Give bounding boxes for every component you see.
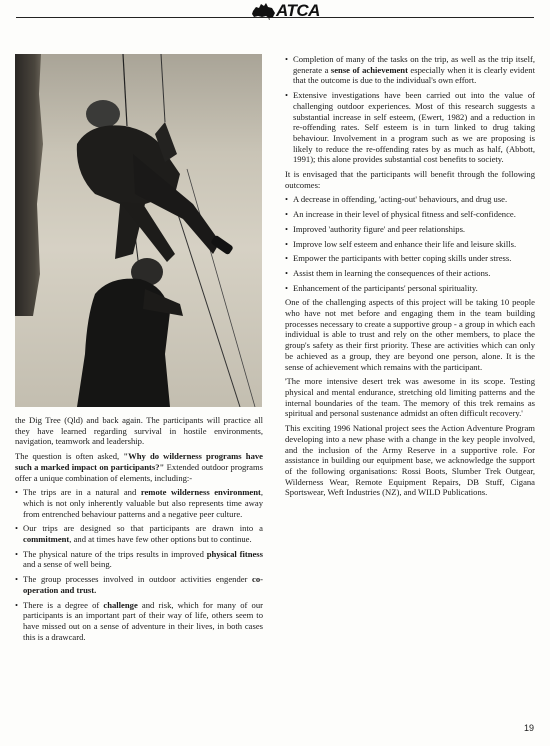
list-item: • Empower the participants with better coping skills under stress. bbox=[285, 253, 535, 264]
list-item-text: , and at times have few other options but to continue. bbox=[69, 534, 252, 545]
list-item-bold: physical fitness bbox=[206, 548, 263, 559]
outcomes-list bbox=[285, 194, 535, 293]
list-item bbox=[285, 54, 535, 86]
list-item-text: There is a degree of bbox=[23, 599, 104, 610]
quote-paragraph: 'The more intensive desert trek was awesome in its scope. Testing physical and mental endurance, stretching old limiting patterns and the internal boundaries of the team. The memory of this trek remains as spiritual and personal sustenance admidst an often difficult recovery.' bbox=[285, 376, 535, 419]
list-item-text: Completion of many of the tasks on the trip, as well as the trip itself, generate a bbox=[293, 54, 535, 75]
logo-text: ATCA bbox=[276, 1, 320, 20]
list-item bbox=[15, 549, 263, 570]
question-paragraph bbox=[15, 451, 263, 483]
list-item-text: The trips are in a natural and bbox=[23, 487, 141, 498]
climbing-photo bbox=[15, 54, 262, 407]
atca-logo bbox=[250, 2, 320, 20]
australia-map-icon bbox=[250, 2, 276, 20]
list-item: • Improved 'authority figure' and peer relationships. bbox=[285, 224, 535, 235]
list-item-text: The physical nature of the trips results in improved bbox=[23, 548, 207, 559]
list-item bbox=[15, 523, 263, 544]
list-item-bold: co-operation and trust. bbox=[23, 574, 263, 595]
project-paragraph: This exciting 1996 National project sees the Action Adventure Program developing into a new phase with a change in the key people involved, and the inclusion of the Army Reserve in a supportive role. For assistance in building our equipment base, we acknowledge the support of the following organisations: Rossi Boots, Slumber Trek Outgear, Wilderness Wear, Remote Equipment Repairs, DB Stuff, Cigana Sportswear, Weft Industries (NZ), and WILD Publications. bbox=[285, 423, 535, 498]
page-number: 19 bbox=[523, 723, 534, 733]
list-item-bold: sense of achievement bbox=[330, 64, 408, 75]
list-item-text: and a sense of well being. bbox=[23, 559, 112, 570]
list-item-bold: remote wilderness environment bbox=[140, 487, 261, 498]
list-item: • Enhancement of the participants' personal spirituality. bbox=[285, 283, 535, 294]
benefits-list bbox=[285, 54, 535, 165]
question-text: The question is often asked, bbox=[15, 451, 124, 462]
list-item: • A decrease in offending, 'acting-out' behaviours, and drug use. bbox=[285, 194, 535, 205]
list-item-text: and risk, which for many of our participants is an important part of their way of life, others seem to have missed out on a sense of adventure in their lives, in both cases this is a drawcard. bbox=[23, 599, 263, 642]
list-item-bold: commitment bbox=[23, 534, 70, 545]
list-item: • An increase in their level of physical fitness and self-confidence. bbox=[285, 209, 535, 220]
list-item bbox=[285, 90, 535, 165]
question-text-end: Extended outdoor programs offer a unique combination of elements, including:- bbox=[15, 461, 264, 483]
right-column bbox=[285, 54, 535, 502]
intro-paragraph: the Dig Tree (Qld) and back again. The participants will practice all they have learned regarding survival in hostile environments, navigation, teamwork and leadership. bbox=[15, 415, 263, 447]
list-item: • Assist them in learning the consequences of their actions. bbox=[285, 268, 535, 279]
list-item-text: Extensive investigations have been carried out into the value of challenging outdoor experiences. Most of this research suggests a substantial increase in self esteem, (Ewert, 1982) and a reduction in re-offending rates. Self esteem is in turn linked to drug taking behaviour. Involvement in a program such as we are proposing is likely to reduce the re-offending rates by as much as half, (Abbott, 1991); this alone provides substantial cost benefits to society. bbox=[293, 90, 535, 165]
list-item-text: especially when it is clearly evident that the outcome is due to the individual's own effort. bbox=[293, 64, 535, 86]
list-item bbox=[15, 574, 263, 595]
elements-list bbox=[15, 487, 263, 642]
left-column bbox=[15, 415, 263, 646]
list-item bbox=[15, 487, 263, 519]
challenge-paragraph: One of the challenging aspects of this project will be taking 10 people who have not met before and engaging them in the team building processes necessary to create a supportive group - a group in which each individual is able to trust and rely on the other members, to place the group's safety as their first priority. These are activities which can only be achieved as a group, they are beyond one person, alone. It is the sense of achievement which remains with the participant. bbox=[285, 297, 535, 372]
outcomes-intro: It is envisaged that the participants will benefit through the following outcomes: bbox=[285, 169, 535, 190]
list-item-text: Our trips are designed so that participants are drawn into a bbox=[23, 523, 263, 534]
list-item bbox=[15, 600, 263, 643]
list-item-text: , which is not only inherently valuable but also represents time away from entrenched behaviour patterns and a negative peer culture. bbox=[23, 487, 264, 519]
list-item-bold: challenge bbox=[103, 599, 138, 610]
list-item: • Improve low self esteem and enhance their life and leisure skills. bbox=[285, 239, 535, 250]
abseiling-illustration bbox=[15, 54, 262, 407]
question-bold: "Why do wilderness programs have such a marked impact on participants?" bbox=[15, 451, 263, 472]
list-item-text: The group processes involved in outdoor activities engender bbox=[23, 574, 253, 585]
